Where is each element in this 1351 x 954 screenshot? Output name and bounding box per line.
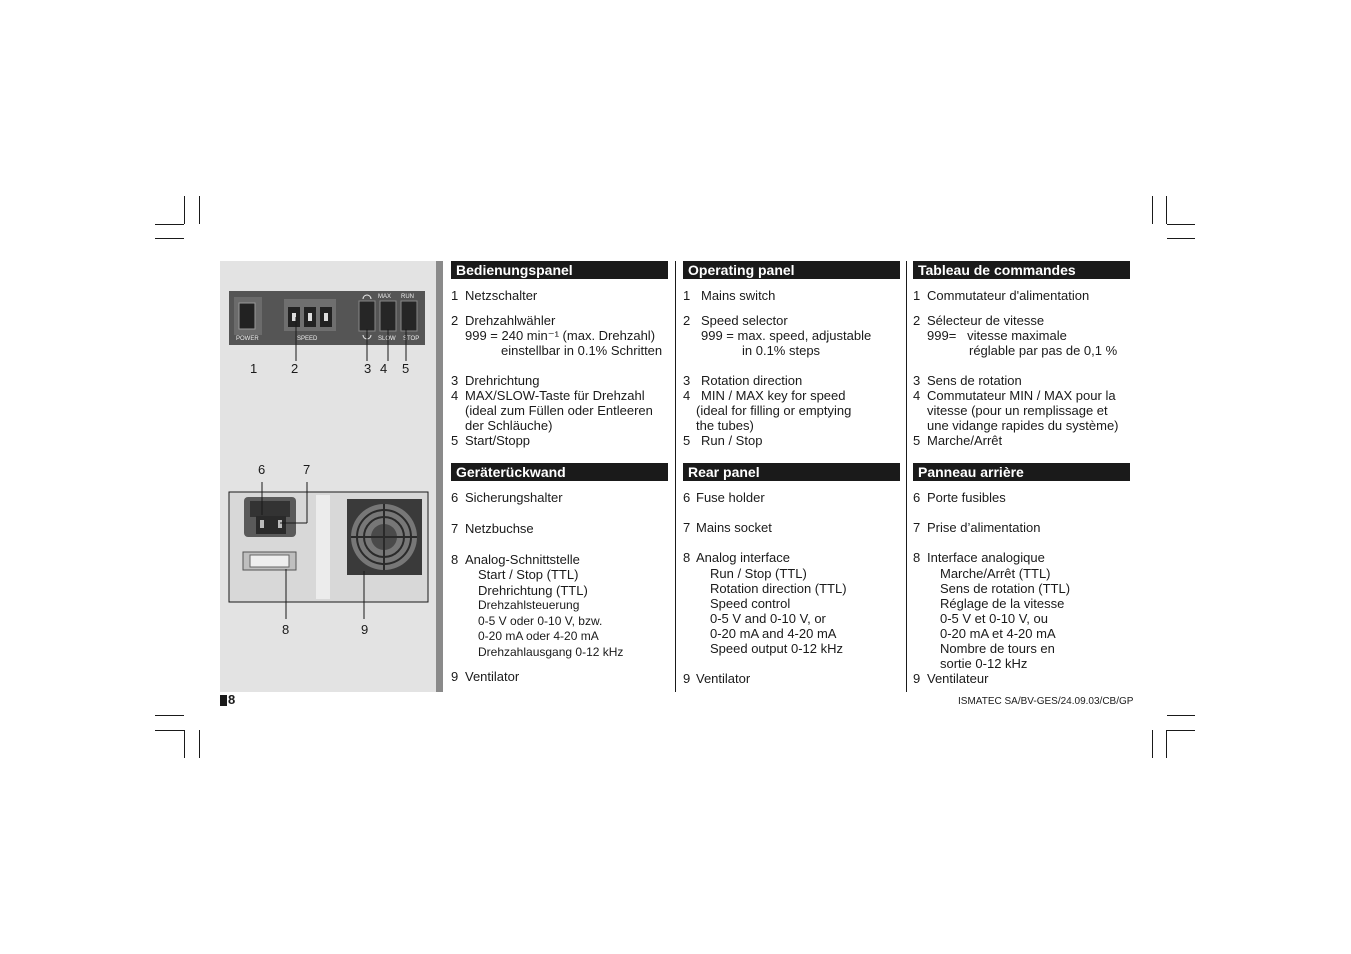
item-text: Speed control xyxy=(710,596,791,611)
item-text: Analog-Schnittstelle xyxy=(465,552,580,567)
item-text: the tubes) xyxy=(696,418,754,433)
section-header-operating-panel: Operating panel xyxy=(683,261,900,279)
device-figures xyxy=(220,261,436,692)
callout-6: 6 xyxy=(258,462,266,477)
item-text: Prise d’alimentation xyxy=(927,520,1041,535)
item-number: 3 xyxy=(913,373,921,388)
item-number: 6 xyxy=(683,490,691,505)
label-slow: SLOW xyxy=(378,336,396,342)
item-text: Drehzahlsteuerung xyxy=(478,598,580,612)
section-header-rear-panel: Panneau arrière xyxy=(913,463,1130,481)
item-text: Start / Stop (TTL) xyxy=(478,567,579,582)
item-text: 0-20 mA and 4-20 mA xyxy=(710,626,837,641)
item-text: Commutateur MIN / MAX pour la xyxy=(927,388,1116,403)
item-number: 5 xyxy=(683,433,691,448)
item-number: 9 xyxy=(913,671,921,686)
item-text: in 0.1% steps xyxy=(742,343,821,358)
item-text: Drehrichtung xyxy=(465,373,540,388)
item-text: Speed output 0-12 kHz xyxy=(710,641,843,656)
item-text: Start/Stopp xyxy=(465,433,531,448)
item-number: 2 xyxy=(683,313,691,328)
label-run: RUN xyxy=(401,294,414,300)
item-text: Fuse holder xyxy=(696,490,765,505)
item-text: einstellbar in 0.1% Schritten xyxy=(501,343,663,358)
item-number: 4 xyxy=(913,388,921,403)
item-text: 0-20 mA et 4-20 mA xyxy=(940,626,1056,641)
callout-4: 4 xyxy=(380,361,388,376)
item-number: 8 xyxy=(451,552,459,567)
item-text: réglable par pas de 0,1 % xyxy=(969,343,1118,358)
item-text: sortie 0-12 kHz xyxy=(940,656,1028,671)
callout-7: 7 xyxy=(303,462,311,477)
item-text: Porte fusibles xyxy=(927,490,1006,505)
item-text: Commutateur d'alimentation xyxy=(927,288,1090,303)
item-text: der Schläuche) xyxy=(465,418,553,433)
callout-1: 1 xyxy=(250,361,258,376)
item-text: (ideal for filling or emptying xyxy=(696,403,852,418)
callout-3: 3 xyxy=(364,361,372,376)
item-text: MAX/SLOW-Taste für Drehzahl xyxy=(465,388,645,403)
item-text: Sens de rotation xyxy=(927,373,1022,388)
item-text: Sens de rotation (TTL) xyxy=(940,581,1071,596)
callout-2: 2 xyxy=(291,361,299,376)
item-text: Ventilator xyxy=(696,671,751,686)
item-text: 999 = max. speed, adjustable xyxy=(701,328,872,343)
item-text: Sélecteur de vitesse xyxy=(927,313,1045,328)
item-text: Interface analogique xyxy=(927,550,1045,565)
item-text: Réglage de la vitesse xyxy=(940,596,1065,611)
item-number: 3 xyxy=(451,373,459,388)
item-text: Run / Stop (TTL) xyxy=(710,566,807,581)
item-number: 2 xyxy=(913,313,921,328)
section-header-rear-panel: Geräterückwand xyxy=(451,463,668,481)
item-number: 8 xyxy=(683,550,691,565)
label-power: POWER xyxy=(236,336,259,342)
item-text: Ventilateur xyxy=(927,671,989,686)
item-number: 3 xyxy=(683,373,691,388)
item-text: Rotation direction (TTL) xyxy=(710,581,847,596)
item-number: 6 xyxy=(451,490,459,505)
page-number: 8 xyxy=(228,692,236,707)
item-number: 7 xyxy=(451,521,459,536)
label-stop: STOP xyxy=(403,336,420,342)
item-text: Ventilator xyxy=(465,669,520,684)
item-number: 6 xyxy=(913,490,921,505)
label-max: MAX xyxy=(378,294,392,300)
section-header-operating-panel: Bedienungspanel xyxy=(451,261,668,279)
item-text: Mains switch xyxy=(701,288,776,303)
column-divider xyxy=(675,261,676,692)
item-text: Drehzahlwähler xyxy=(465,313,556,328)
item-text: MIN / MAX key for speed xyxy=(701,388,846,403)
item-number: 4 xyxy=(451,388,459,403)
item-number: 8 xyxy=(913,550,921,565)
section-header-rear-panel: Rear panel xyxy=(683,463,900,481)
item-number: 1 xyxy=(451,288,459,303)
front-panel-figure xyxy=(229,291,425,361)
item-number: 9 xyxy=(451,669,459,684)
item-text: (ideal zum Füllen oder Entleeren xyxy=(465,403,653,418)
item-number: 7 xyxy=(683,520,691,535)
item-text: Marche/Arrêt (TTL) xyxy=(940,566,1051,581)
item-number: 4 xyxy=(683,388,691,403)
item-text: Speed selector xyxy=(701,313,788,328)
item-text: Sicherungshalter xyxy=(465,490,563,505)
item-text: Nombre de tours en xyxy=(940,641,1055,656)
item-text: Drehrichtung (TTL) xyxy=(478,583,588,598)
item-text: une vidange rapides du système) xyxy=(927,418,1119,433)
item-text: Rotation direction xyxy=(701,373,803,388)
item-number: 5 xyxy=(913,433,921,448)
figure-panel-rule xyxy=(436,261,443,692)
item-text: 0-5 V et 0-10 V, ou xyxy=(940,611,1048,626)
item-number: 7 xyxy=(913,520,921,535)
item-text: Drehzahlausgang 0-12 kHz xyxy=(478,645,624,659)
item-text: 999= vitesse maximale xyxy=(927,328,1067,343)
item-text: vitesse (pour un remplissage et xyxy=(927,403,1108,418)
item-number: 2 xyxy=(451,313,459,328)
item-text: Netzschalter xyxy=(465,288,538,303)
item-number: 1 xyxy=(913,288,921,303)
item-number: 9 xyxy=(683,671,691,686)
label-speed: SPEED xyxy=(297,336,318,342)
item-text: Marche/Arrêt xyxy=(927,433,1003,448)
item-text: Netzbuchse xyxy=(465,521,534,536)
callout-9: 9 xyxy=(361,622,369,637)
page-number-marker xyxy=(220,695,227,706)
callout-5: 5 xyxy=(402,361,410,376)
item-text: Run / Stop xyxy=(701,433,763,448)
item-text: 0-20 mA oder 4-20 mA xyxy=(478,629,599,643)
column-divider xyxy=(906,261,907,692)
item-text: 0-5 V oder 0-10 V, bzw. xyxy=(478,614,603,628)
rear-panel-figure xyxy=(229,482,428,619)
callout-8: 8 xyxy=(282,622,290,637)
item-text: Analog interface xyxy=(696,550,790,565)
item-text: Mains socket xyxy=(696,520,772,535)
item-number: 5 xyxy=(451,433,459,448)
item-text: 999 = 240 min⁻¹ (max. Drehzahl) xyxy=(465,328,656,343)
document-reference: ISMATEC SA/BV-GES/24.09.03/CB/GP xyxy=(958,696,1134,707)
item-text: 0-5 V and 0-10 V, or xyxy=(710,611,826,626)
item-number: 1 xyxy=(683,288,691,303)
section-header-operating-panel: Tableau de commandes xyxy=(913,261,1130,279)
